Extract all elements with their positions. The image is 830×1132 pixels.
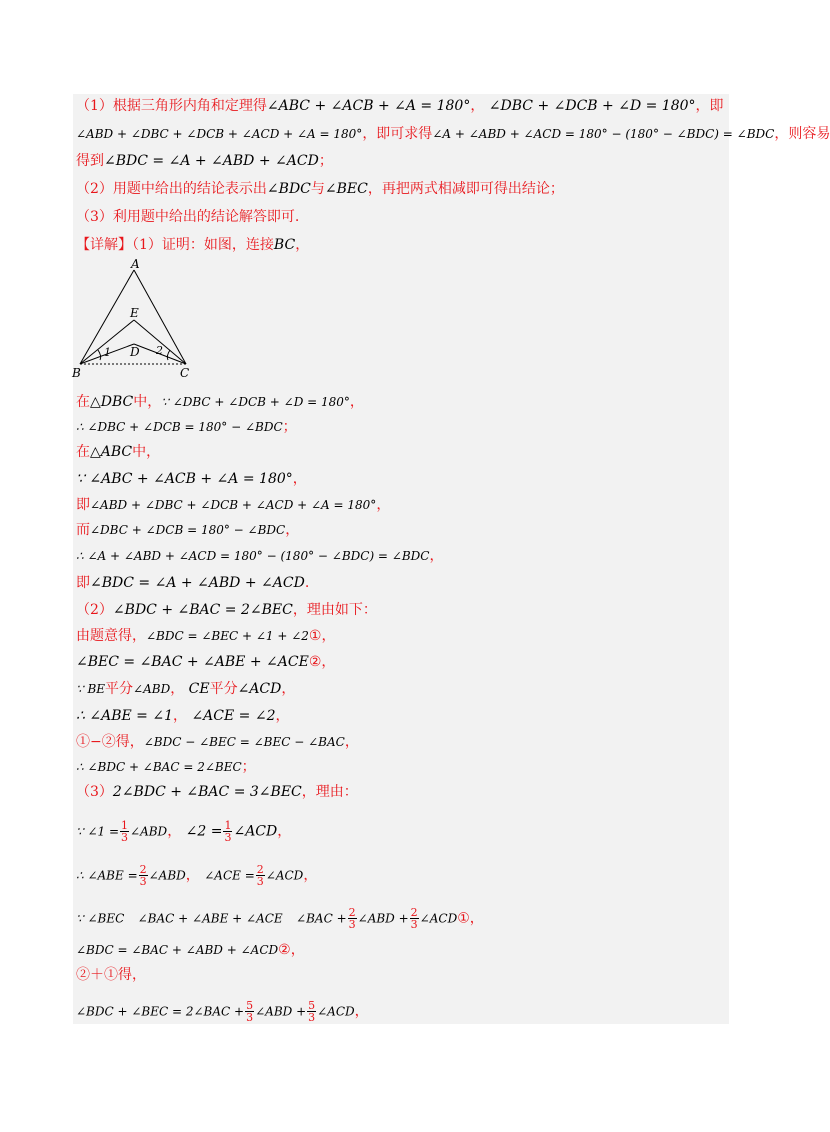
denominator: 3: [224, 831, 232, 844]
numerator: 2: [348, 906, 356, 919]
proof1-line-7: [76, 547, 443, 565]
equation: ∠BAC + ∠ABE + ∠ACE: [137, 911, 283, 926]
proof3-line-2: [76, 820, 291, 843]
analysis-line-2: [76, 125, 830, 143]
proof2-line-4: [76, 680, 295, 698]
text: ，理由：: [301, 784, 358, 800]
proof1-line-8: [76, 574, 309, 592]
punct: ，: [185, 867, 200, 884]
fraction: [348, 907, 357, 930]
punct: ，: [167, 823, 182, 840]
equation: 2∠BDC + ∠BAC = 3∠BEC: [112, 784, 302, 800]
equation: ∠ACE =: [204, 868, 255, 883]
equation: ∵ ∠DBC + ∠DCB + ∠D = 180°: [161, 395, 350, 409]
fraction: [307, 1000, 316, 1023]
triangle-figure: [72, 257, 202, 380]
punct: ，: [295, 237, 310, 253]
equation: ∴ ∠ABE = ∠1: [76, 708, 173, 724]
denominator: 3: [246, 1011, 254, 1024]
proof1-line-3: [76, 443, 160, 461]
text: 平分: [209, 681, 238, 697]
proof2-line-7: [76, 758, 256, 776]
circled-number: ①: [308, 628, 322, 644]
equation: ∵ ∠BEC: [76, 911, 125, 926]
numerator: 2: [139, 863, 147, 876]
label-d: D: [130, 345, 140, 359]
proof3-line-1: [76, 783, 358, 801]
proof2-line-2: [76, 627, 335, 645]
equation: ∠ABD + ∠DBC + ∠DCB + ∠ACD + ∠A = 180°: [76, 127, 363, 141]
angle-2-arc: [167, 350, 170, 360]
text: （3）: [76, 784, 113, 800]
angle-1-arc: [98, 350, 101, 360]
equation: △DBC: [90, 394, 134, 410]
proof3-line-3: [76, 864, 317, 887]
punct: ，: [376, 497, 391, 513]
punct: ，: [277, 823, 292, 840]
analysis-step-3-label: （3）利用题中给出的结论解答即可.: [76, 209, 300, 225]
label-c: C: [180, 366, 190, 380]
segment-label: BC: [273, 237, 296, 253]
text: 在: [76, 444, 90, 460]
proof1-line-4: [76, 470, 307, 488]
label-angle-1: 1: [104, 346, 111, 359]
punct: ，: [281, 681, 296, 697]
equation: ∠DBC + ∠DCB = 180° − ∠BDC: [90, 523, 286, 537]
equation: ∠ABD +: [357, 911, 409, 926]
equation: ∠ABD +: [255, 1004, 307, 1019]
proof1-line-5: [76, 496, 390, 514]
equation: ∵ BE: [76, 682, 106, 696]
fraction: [223, 820, 232, 843]
text: 得到: [76, 153, 104, 169]
analysis-line-3: [76, 152, 333, 170]
punct: ，: [470, 98, 485, 114]
proof2-line-5: [76, 707, 289, 725]
equation: ∴ ∠BDC + ∠BAC = 2∠BEC: [76, 760, 242, 774]
equation: ∠DBC + ∠DCB + ∠D = 180°: [488, 98, 696, 114]
punct: ，: [429, 548, 444, 564]
text: ，再把两式相减即可得出结论；: [367, 181, 564, 197]
equation: ∠A + ∠ABD + ∠ACD = 180° − (180° − ∠BDC) = ∠BDC: [432, 127, 775, 141]
denominator: 3: [139, 875, 147, 888]
numerator: 5: [246, 999, 254, 1012]
numerator: 1: [121, 819, 129, 832]
text: 与: [310, 181, 325, 197]
text: 平分: [105, 681, 134, 697]
punct: ，: [275, 708, 290, 724]
fraction: [245, 1000, 254, 1023]
text: 而: [76, 522, 90, 538]
text: （2）: [76, 602, 113, 618]
equation: ∠BDC + ∠BAC = 2∠BEC: [112, 602, 293, 618]
equation: ∠BDC: [266, 181, 311, 197]
punct: ；: [318, 153, 333, 169]
proof3-line-6: [76, 966, 146, 984]
numerator: 2: [256, 863, 264, 876]
punct: ，: [354, 1003, 369, 1020]
equation: △ABC: [90, 444, 133, 460]
proof3-line-5: [76, 941, 305, 959]
equation: ∠BDC − ∠BEC = ∠BEC − ∠BAC: [143, 735, 345, 749]
equation: ∠ABC + ∠ACB + ∠A = 180°: [266, 98, 471, 114]
analysis-step-1-label: （1）根据三角形内角和定理得: [76, 98, 267, 114]
proof3-line-4: [76, 907, 484, 930]
punct: ，: [469, 910, 484, 927]
text: 中，: [132, 444, 161, 460]
equation: ∠BDC = ∠BEC + ∠1 + ∠2: [146, 629, 309, 643]
fraction: [256, 864, 265, 887]
equation: ∠ABD + ∠DBC + ∠DCB + ∠ACD + ∠A = 180°: [90, 498, 377, 512]
text: ②＋①得，: [76, 967, 146, 983]
text: 中，: [133, 394, 162, 410]
punct: ，: [321, 654, 336, 670]
equation: ∠BDC = ∠A + ∠ABD + ∠ACD: [90, 575, 305, 591]
denominator: 3: [256, 875, 264, 888]
text: 在: [76, 394, 90, 410]
denominator: 3: [410, 918, 418, 931]
fraction: [410, 907, 419, 930]
label-e: E: [130, 306, 139, 320]
equation: ∠BAC +: [296, 911, 347, 926]
analysis-line-1: [76, 97, 724, 115]
proof2-line-6: [76, 733, 359, 751]
punct: ，: [172, 708, 187, 724]
equation: ∠BDC = ∠BAC + ∠ABD + ∠ACD: [76, 943, 279, 957]
punct: ，: [285, 522, 300, 538]
equation: ∠ACD: [419, 911, 458, 926]
punct: ，: [349, 394, 364, 410]
punct: ；: [241, 759, 256, 775]
punct: ，: [292, 471, 307, 487]
equation: ∠ACD: [233, 823, 278, 840]
equation: ∠ABD: [133, 682, 171, 696]
denominator: 3: [308, 1011, 316, 1024]
equation: ∠BDC = ∠A + ∠ABD + ∠ACD: [104, 153, 319, 169]
equation: ∵ ∠ABC + ∠ACB + ∠A = 180°: [76, 471, 293, 487]
equation: ∠ACD: [265, 868, 304, 883]
proof3-line-7: [76, 1000, 369, 1023]
punct: ，: [290, 942, 305, 958]
analysis-step-2-label: （2）用题中给出的结论表示出: [76, 181, 267, 197]
punct: ，: [303, 867, 318, 884]
equation: ∠BEC: [324, 181, 368, 197]
text: 即: [76, 497, 90, 513]
text: ，理由如下：: [292, 602, 377, 618]
circled-number: ②: [278, 942, 291, 958]
detail-heading: [76, 236, 309, 254]
text: 由题意得，: [76, 628, 146, 644]
equation: ∠ABD: [130, 824, 168, 839]
punct: .: [304, 575, 310, 591]
equation: ∵ ∠1 =: [76, 824, 120, 839]
proof1-line-1: [76, 393, 364, 411]
equation: ∠BEC = ∠BAC + ∠ABE + ∠ACE: [76, 654, 309, 670]
analysis-line-4: [76, 180, 564, 198]
text: 即: [76, 575, 90, 591]
denominator: 3: [348, 918, 356, 931]
text: ，则容易: [774, 126, 830, 142]
proof1-line-6: [76, 521, 299, 539]
equation: ∠ACD: [317, 1004, 355, 1019]
numerator: 5: [308, 999, 316, 1012]
segment-ec: [134, 320, 186, 364]
text: ①−②得，: [76, 734, 144, 750]
equation: CE: [188, 681, 210, 697]
proof2-line-3: [76, 653, 335, 671]
proof1-line-2: [76, 418, 297, 436]
circled-number: ②: [308, 654, 322, 670]
equation: ∠2 =: [185, 823, 223, 840]
punct: ，: [170, 681, 185, 697]
denominator: 3: [121, 831, 129, 844]
punct: ，: [344, 734, 359, 750]
text: ，即: [695, 98, 724, 114]
equation: ∠ACD: [237, 681, 282, 697]
analysis-line-5: [76, 208, 299, 226]
circled-number: ①: [457, 910, 470, 927]
label-angle-2: 2: [156, 344, 163, 357]
label-a: A: [131, 257, 140, 271]
equation: ∴ ∠A + ∠ABD + ∠ACD = 180° − (180° − ∠BDC) = ∠BDC: [76, 549, 430, 563]
numerator: 1: [224, 819, 232, 832]
detail-label: 【详解】（1）证明：如图，连接: [76, 237, 274, 253]
punct: ，: [321, 628, 336, 644]
equation: ∴ ∠ABE =: [76, 868, 138, 883]
numerator: 2: [410, 906, 418, 919]
equation: ∠ACE = ∠2: [191, 708, 276, 724]
equation: ∴ ∠DBC + ∠DCB = 180° − ∠BDC: [76, 420, 283, 434]
fraction: [120, 820, 129, 843]
equation: ∠BDC + ∠BEC = 2∠BAC +: [76, 1004, 245, 1019]
proof2-line-1: [76, 601, 377, 619]
equation: ∠ABD: [148, 868, 186, 883]
text: ，即可求得: [362, 126, 433, 142]
fraction: [139, 864, 148, 887]
punct: ；: [282, 419, 297, 435]
label-b: B: [72, 366, 81, 380]
